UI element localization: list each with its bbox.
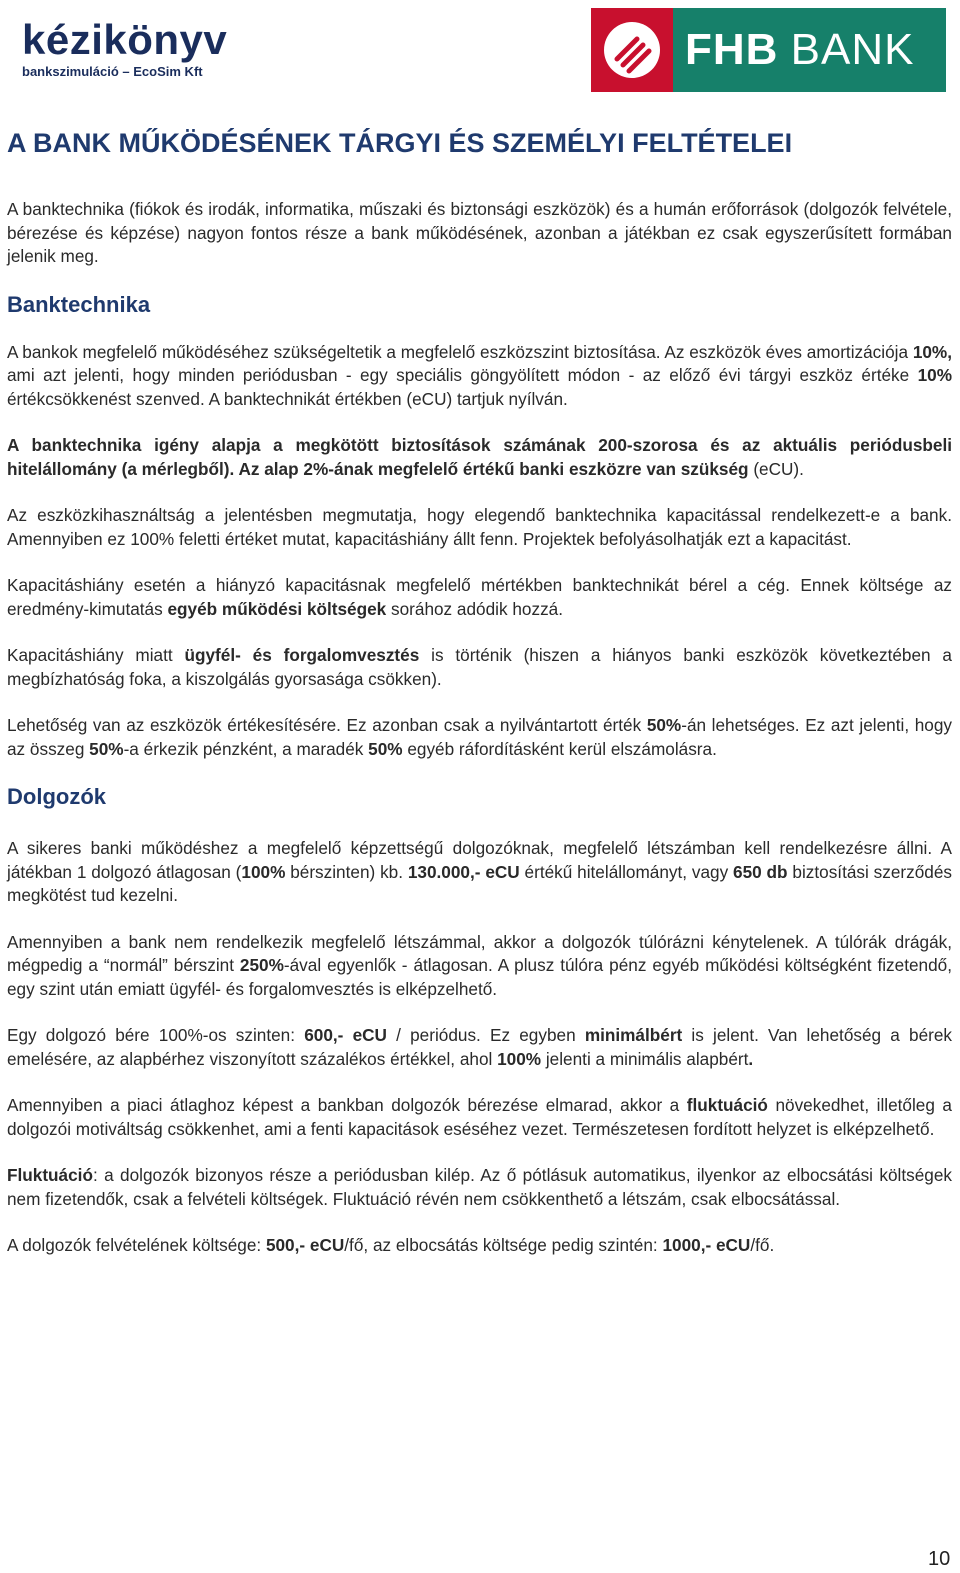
page-number: 10 (928, 1548, 951, 1570)
banktechnika-paragraph-1: A bankok megfelelő működéséhez szükségeltetik a megfelelő eszközszint biztosítása. Az eszközök éves amortizációja 10%, ami azt jelenti, hogy minden periódusban - egy speciális göngyölített módon - az előző évi tárgyi eszköz értéke 10% értékcsökkenést szenved. A banktechnikát értékben (eCU) tartjuk nyílván. (7, 341, 952, 409)
section-heading-banktechnika: Banktechnika (7, 291, 151, 317)
dolgozok-paragraph-6: A dolgozók felvételének költsége: 500,- eCU/fő, az elbocsátás költsége pedig szintén: 1000,- eCU/fő. (7, 1235, 775, 1255)
banktechnika-paragraph-3: Az eszközkihasználtság a jelentésben megmutatja, hogy elegendő banktechnika kapacitással rendelkezett-e a bank. Amennyiben ez 100% feletti értéket mutat, kapacitáshiány állt fenn. Projektek befolyásolhatják ezt a kapacitást. (7, 505, 952, 549)
dolgozok-paragraph-3: Egy dolgozó bére 100%-os szinten: 600,- eCU / periódus. Ez egyben minimálbért is jelent. Van lehetőség a bérek emelésére, az alapbérhez viszonyított százalékos értékkel, ahol 100% jelenti a minimális alapbért. (7, 1025, 953, 1069)
dolgozok-paragraph-1: A sikeres banki működéshez a megfelelő képzettségű dolgozóknak, megfelelő létszámban kell rendelkezésre állni. A játékban 1 dolgozó átlagosan (100% bérszinten) kb. 130.000,- eCU értékű hitelállományt, vagy 650 db biztosítási szerződés megkötést tud kezelni. (7, 838, 952, 905)
banktechnika-paragraph-5: Kapacitáshiány miatt ügyfél- és forgalomvesztés is történik (hiszen a hiányos banki eszközök következtében a megbízhatóság foka, a kiszolgálás gyorsasága csökken). (7, 645, 952, 689)
banktechnika-paragraph-2: A banktechnika igény alapja a megkötött biztosítások számának 200-szorosa és az aktuális periódusbeli hitelállomány (a mérlegből). Az alap 2%-ának megfelelő értékű banki eszközre van szükség (eCU). (7, 435, 952, 479)
document-body (7, 126, 952, 1258)
logo-text-fhb: FHB (685, 25, 779, 74)
dolgozok-paragraph-2: Amennyiben a bank nem rendelkezik megfelelő létszámmal, akkor a dolgozók túlórázni kénytelenek. A túlórák drágák, mégpedig a “normál” bérszint 250%-ával egyenlők - átlagosan. A plusz túlóra pénz egyéb működési költségként fizetendő, egy szint után emiatt ügyfél- és forgalomvesztés is elképzelhető. (7, 931, 952, 999)
logo-text (673, 8, 946, 92)
page-header (0, 0, 960, 100)
brand-block (22, 18, 227, 79)
section-heading-dolgozok: Dolgozók (7, 784, 106, 809)
fhb-logo-mark-icon (591, 8, 673, 92)
dolgozok-paragraph-4: Amennyiben a piaci átlaghoz képest a bankban dolgozók bérezése elmarad, akkor a fluktuáció növekedhet, illetőleg a dolgozói motiváltság csökkenhet, ami a fenti kapacitások eséséhez vezet. Természetesen fordított helyzet is elképzelhető. (7, 1095, 952, 1139)
logo-text-bank: BANK (790, 25, 915, 74)
intro-paragraph: A banktechnika (fiókok és irodák, informatika, műszaki és biztonsági eszközök) és a humán erőforrások (dolgozók felvétele, bérezése és képzése) nagyon fontos része a bank működésének, azonban a játékban ez csak egyszerűsített formában jelenik meg. (7, 199, 952, 266)
banktechnika-paragraph-6: Lehetőség van az eszközök értékesítésére. Ez azonban csak a nyilvántartott érték 50%-án lehetséges. Ez azt jelenti, hogy az összeg 50%-a érkezik pénzként, a maradék 50% egyéb ráfordításként kerül elszámolásra. (7, 715, 952, 759)
page-title: A BANK MŰKÖDÉSÉNEK TÁRGYI ÉS SZEMÉLYI FELTÉTELEI (7, 128, 793, 158)
banktechnika-paragraph-4: Kapacitáshiány esetén a hiányzó kapacitásnak megfelelő mértékben banktechnikát bérel a cég. Ennek költsége az eredmény-kimutatás egyéb működési költségek sorához adódik hozzá. (7, 575, 952, 619)
dolgozok-paragraph-5: Fluktuáció: a dolgozók bizonyos része a periódusban kilép. Az ő pótlásuk automatikus, ilyenkor az elbocsátási költségek nem fizetendők, csak a felvételi költségek. Fluktuáció révén nem csökkenthető a létszám, csak elbocsátással. (7, 1165, 952, 1209)
brand-subtitle: bankszimuláció – EcoSim Kft (22, 64, 203, 79)
fhb-bank-logo (591, 8, 946, 92)
brand-title: kézikönyv (22, 16, 228, 63)
